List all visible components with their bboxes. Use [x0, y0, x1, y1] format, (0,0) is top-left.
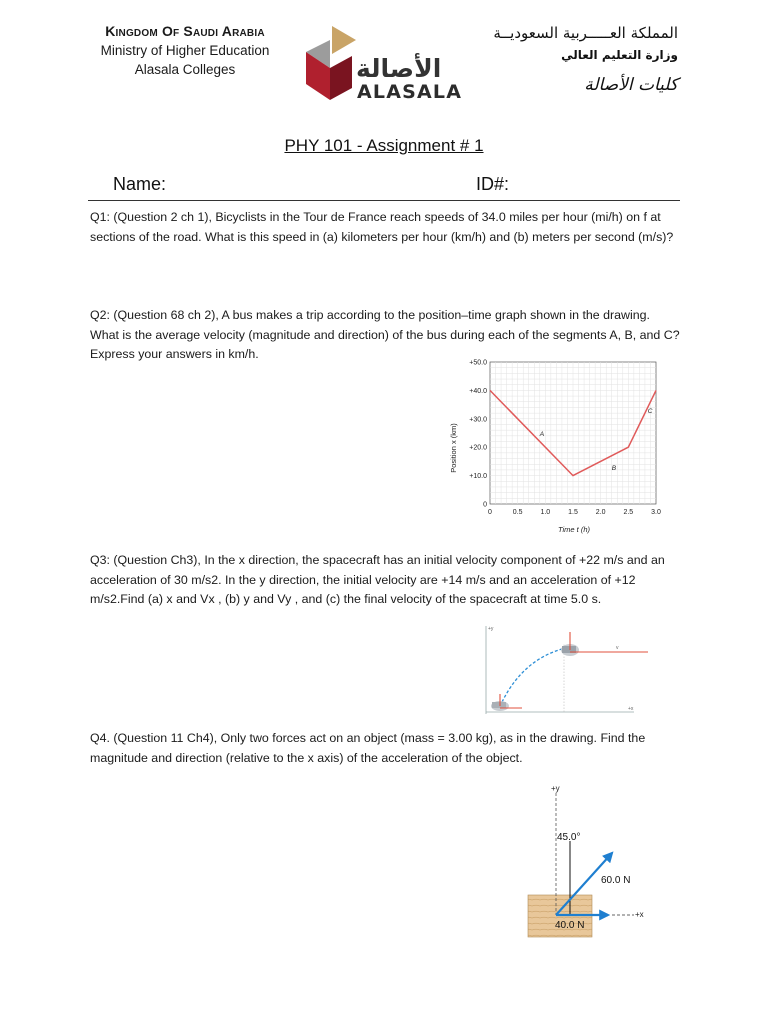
ministry-name: Ministry of Higher Education: [100, 43, 270, 58]
header-right: [458, 22, 678, 102]
chart-x-tick-label: 2.0: [595, 509, 606, 516]
college-name: Alasala Colleges: [134, 62, 236, 77]
chart-x-tick-label: 0.5: [512, 509, 523, 516]
chart-y-tick-label: +50.0: [469, 359, 487, 367]
segment-label-b: B: [611, 464, 617, 472]
header-divider: [88, 200, 680, 201]
force-60n-label: 60.0 N: [601, 875, 631, 886]
chart-y-tick-label: +40.0: [469, 387, 487, 395]
angle-label: 45.0°: [557, 832, 581, 843]
y-axis-label: +y: [551, 784, 560, 793]
id-label: ID#:: [476, 174, 510, 194]
position-time-chart: [444, 352, 676, 538]
country-name-arabic: المملكة العـــــربية السعوديــة: [493, 24, 678, 42]
x-axis-label: +x: [635, 910, 644, 919]
country-name: Kingdom Of Saudi Arabia: [105, 23, 265, 39]
chart-y-tick-label: +10.0: [469, 473, 487, 481]
question-1: Q1: (Question 2 ch 1), Bicyclists in the Tour de France reach speeds of 34.0 miles per hour (mi/h) on f at sections of the road. What is this speed in (a) kilometers per hour (km/h) and (b) meters per second (m/s)?: [90, 210, 674, 244]
sc-v-label: v: [616, 645, 619, 651]
chart-x-tick-label: 1.5: [568, 509, 578, 516]
force-40n-label: 40.0 N: [555, 920, 585, 931]
chart-x-label: Time t (h): [557, 525, 591, 534]
sc-y-axis-label: +y: [488, 626, 494, 632]
question-2: Q2: (Question 68 ch 2), A bus makes a trip according to the position–time graph shown in the drawing. What is the average velocity (magnitude and direction) of the bus during each of the segments A, B, and C? Express your answers in km/h.: [90, 308, 680, 361]
college-name-arabic: كليات الأصالة: [584, 75, 678, 95]
segment-label-c: C: [647, 408, 653, 416]
question-3: Q3: (Question Ch3), In the x direction, the spacecraft has an initial velocity component of +22 m/s and an acceleration of 30 m/s2. In the y direction, the initial velocity are +14 m/s and an acceleration of +12 m/s2.Find (a) x and Vx , (b) y and Vy , and (c) the final velocity of the spacecraft at time 5.0 s.: [90, 553, 665, 606]
spacecraft-trajectory: [502, 648, 566, 702]
logo-arabic-text: الأصالة: [356, 54, 442, 83]
assignment-title: PHY 101 - Assignment # 1: [284, 136, 484, 155]
alasala-logo-icon: [300, 22, 360, 102]
header-left: [60, 22, 310, 79]
chart-y-label: Position x (km): [449, 423, 458, 473]
logo-english-text: ALASALA: [357, 81, 463, 103]
chart-y-tick-label: +20.0: [469, 444, 487, 452]
chart-x-tick-label: 3.0: [651, 509, 661, 516]
ministry-name-arabic: وزارة التعليم العالي: [561, 48, 678, 62]
name-label: Name:: [113, 174, 167, 194]
chart-y-tick-label: 0: [483, 501, 487, 509]
chart-x-tick-label: 0: [488, 509, 492, 516]
chart-y-tick-label: +30.0: [469, 416, 487, 424]
force-diagram: [524, 783, 654, 943]
segment-label-a: A: [539, 430, 545, 438]
spacecraft-figure: [474, 622, 656, 722]
question-4: Q4. (Question 11 Ch4), Only two forces act on an object (mass = 3.00 kg), as in the drawing. Find the magnitude and direction (relative to the x axis) of the acceleration of the object.: [90, 731, 646, 765]
chart-x-tick-label: 1.0: [540, 509, 551, 516]
sc-x-axis-label: +x: [628, 706, 634, 712]
chart-x-tick-label: 2.5: [623, 509, 634, 516]
